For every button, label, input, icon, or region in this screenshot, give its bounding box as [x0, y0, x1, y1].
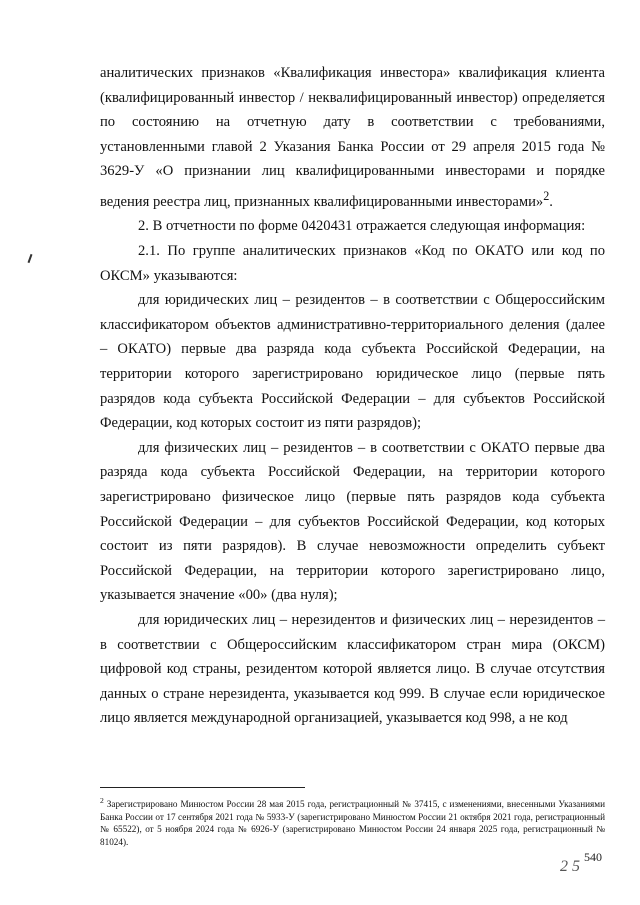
footnote-reference: 2	[543, 188, 550, 203]
handwritten-mark: 2 5	[560, 858, 580, 875]
paragraph-qualification: аналитических признаков «Квалификация инвестора» квалификация клиента (квалифицированный инвестор / неквалифицированный инвестор) определяется по состоянию на отчетную дату в соответствии с требованиями, установленными главой 2 Указания Банка России от 29 апреля 2015 года № 3629-У «О признании лиц квалифицированными инвесторами и порядке ведения реестра лиц, признанных квалифицированными инвесторами»$^2$.	[100, 65, 605, 210]
margin-pencil-mark	[28, 254, 33, 263]
page-number: 540	[584, 850, 602, 864]
paragraph-nonresidents: для юридических лиц – нерезидентов и физических лиц – нерезидентов – в соответствии с Общероссийским классификатором стран мира (ОКСМ) цифровой код страны, резидентом которой является лицо. В случае отсутствия данных о стране нерезидента, указывается код 999. В случае если юридическое лицо является международной организацией, указывается код 998, а не код	[100, 611, 605, 727]
paragraph-section-2-1: 2.1. По группе аналитических признаков «Код по ОКАТО или код по ОКСМ» указываются:	[100, 243, 605, 284]
main-text	[100, 61, 605, 731]
footnote-divider	[100, 787, 305, 788]
paragraph-legal-residents: для юридических лиц – резидентов – в соответствии с Общероссийским классификатором объектов административно-территориального деления (далее – ОКАТО) первые два разряда кода субъекта Российской Федерации, на территории которого зарегистрировано юридическое лицо (первые пять разрядов кода субъекта Российской Федерации – для субъектов Российской Федерации, код которых состоит из пяти разрядов);	[100, 292, 605, 432]
paragraph-section-2: 2. В отчетности по форме 0420431 отражается следующая информация:	[138, 218, 586, 235]
footnotes	[100, 795, 605, 848]
footnote-2	[100, 795, 605, 848]
paragraph-individual-residents: для физических лиц – резидентов – в соответствии с ОКАТО первые два разряда кода субъекта Российской Федерации, на территории которого зарегистрировано физическое лицо (первые пять разрядов кода субъекта Российской Федерации – для субъектов Российской Федерации, код которых состоит из пяти разрядов). В случае невозможности определить субъект Российской Федерации, на территории которого зарегистрировано лицо, указывается значение «00» (два нуля);	[100, 439, 605, 604]
footnote-marker: 2	[100, 796, 104, 805]
footnote-text: Зарегистрировано Минюстом России 28 мая 2015 года, регистрационный № 37415, с изменениями, внесенными Указаниями Банка России от 17 сентября 2021 года № 5933-У (зарегистрировано Минюстом России 21 октября 2021 года, регистрационный № 65522), от 5 ноября 2024 года № 6926-У (зарегистрировано Минюстом России 24 января 2025 года, регистрационный № 81024).	[100, 799, 605, 847]
